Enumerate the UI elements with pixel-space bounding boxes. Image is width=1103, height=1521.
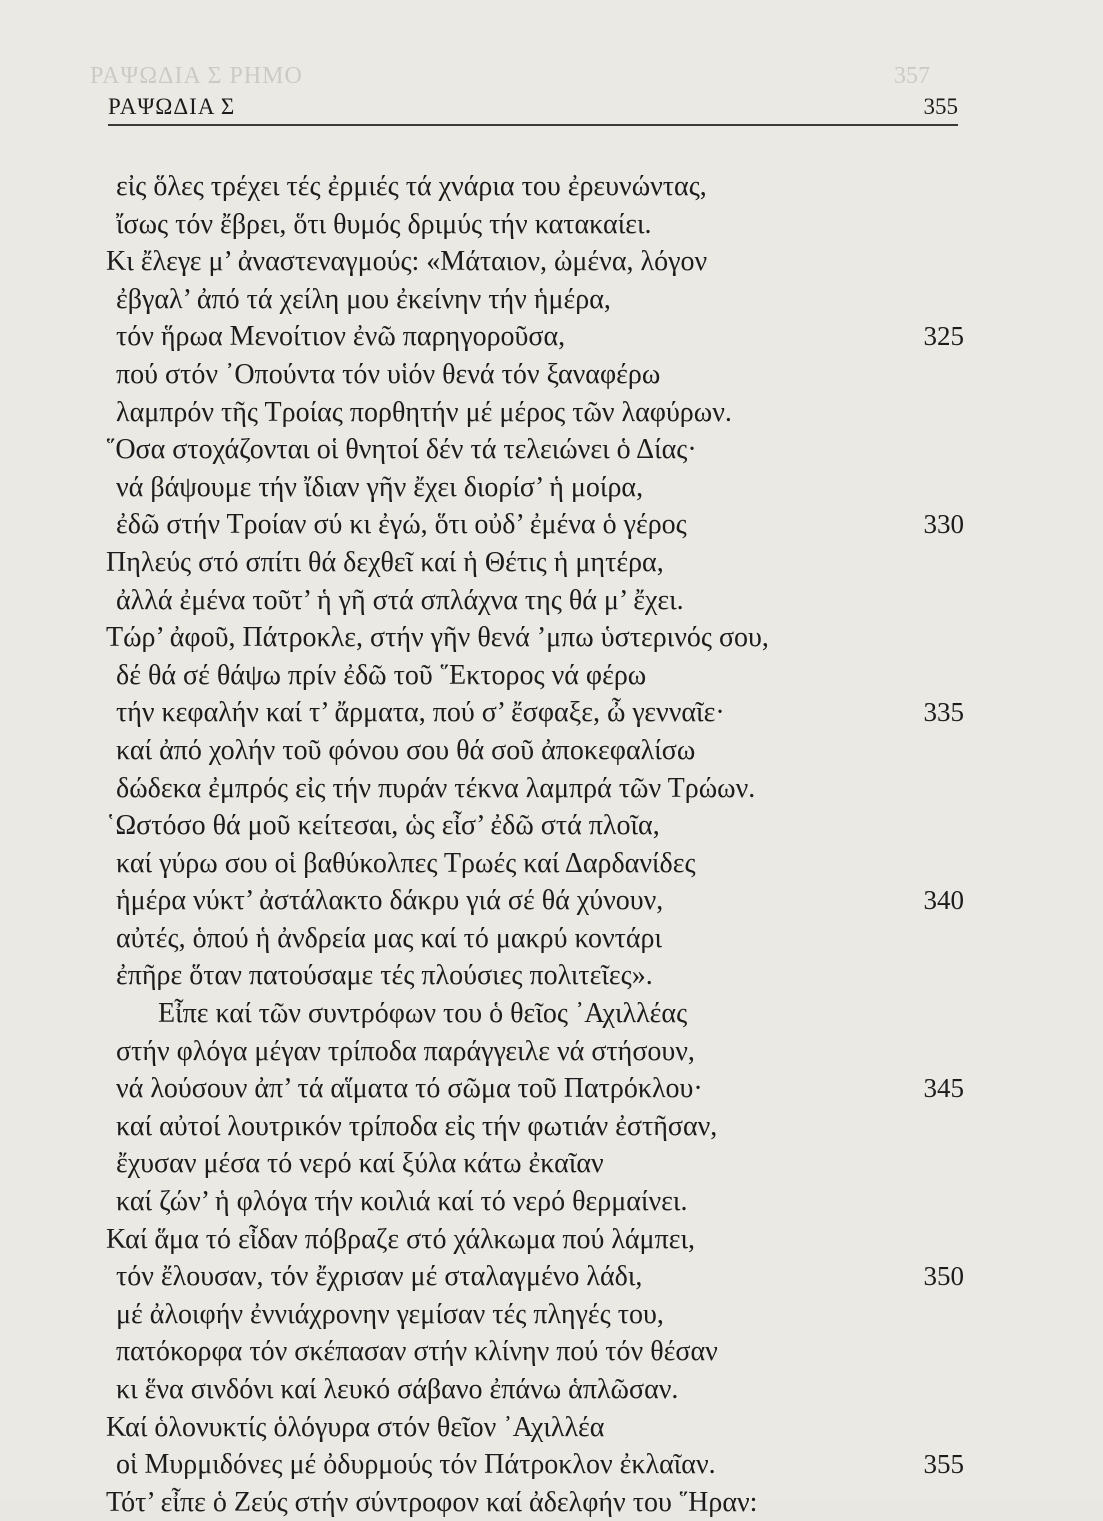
verse-line: καί ἀπό χολήν τοῦ φόνου σου θά σοῦ ἀποκεφαλίσω xyxy=(116,734,696,766)
verse-line: ῾Ωστόσο θά μοῦ κείτεσαι, ὡς εἶσ’ ἐδῶ στά πλοῖα, xyxy=(106,810,660,842)
verse-line: πατόκορφα τόν σκέπασαν στήν κλίνην πού τόν θέσαν xyxy=(116,1336,718,1368)
line-number: 340 xyxy=(923,885,964,916)
show-through-number: 357 xyxy=(894,63,930,89)
line-number: 335 xyxy=(923,697,964,728)
verse-line: Καί ὁλονυκτίς ὁλόγυρα στόν θεῖον ᾿Αχιλλέα xyxy=(106,1411,605,1443)
verse-line: ἀλλά ἐμένα τοῦτ’ ἡ γῆ στά σπλάχνα της θά μ’ ἔχει. xyxy=(116,584,684,616)
verse-line: Κι ἔλεγε μ’ ἀναστεναγμούς: «Μάταιον, ὠμένα, λόγον xyxy=(106,246,708,278)
verse-line: τόν ἔλουσαν, τόν ἔχρισαν μέ σταλαγμένο λάδι, 350 xyxy=(106,1258,966,1296)
verse-line: Τώρ’ ἀφοῦ, Πάτροκλε, στήν γῆν θενά ’μπω ὑστερινός σου, xyxy=(106,622,769,654)
verse-line: πού στόν ᾿Οπούντα τόν υἱόν θενά τόν ξαναφέρω xyxy=(116,358,661,390)
verse-line: μέ ἀλοιφήν ἐννιάχρονην γεμίσαν τές πληγές του, xyxy=(116,1298,664,1330)
verse-line: εἰς ὅλες τρέχει τές ἐρμιές τά χνάρια του ἐρευνώντας, xyxy=(116,171,707,202)
verse-line: στήν φλόγα μέγαν τρίποδα παράγγειλε νά στήσουν, xyxy=(116,1035,695,1067)
verse-line: ἡμέρα νύκτ’ ἀστάλακτο δάκρυ γιά σέ θά χύνουν, 340 xyxy=(106,882,966,920)
show-through-heading: ΡΑΨΩΔΙΑ Σ ΡΗΜΟ xyxy=(90,63,303,89)
verse-line: καί ζών’ ἡ φλόγα τήν κοιλιά καί τό νερό θερμαίνει. xyxy=(116,1186,688,1218)
running-title: ΡΑΨΩΔΙΑ Σ xyxy=(108,94,236,119)
verse-line: νά λούσουν ἀπ’ τά αἵματα τό σῶμα τοῦ Πατρόκλου· 345 xyxy=(106,1070,966,1108)
verse-line: νά βάψουμε τήν ἴδιαν γῆν ἔχει διορίσ’ ἡ μοίρα, xyxy=(116,471,644,503)
verse-line: λαμπρόν τῆς Τροίας πορθητήν μέ μέρος τῶν λαφύρων. xyxy=(116,396,732,428)
verse-line: Καί ἅμα τό εἶδαν πόβραζε στό χάλκωμα πού λάμπει, xyxy=(106,1223,695,1255)
line-number: 330 xyxy=(923,509,964,540)
verse-line: ἐβγαλ’ ἀπό τά χείλη μου ἐκείνην τήν ἡμέρα, xyxy=(116,283,611,315)
line-number: 345 xyxy=(923,1073,964,1104)
page-number: 355 xyxy=(923,94,958,119)
line-number: 350 xyxy=(923,1261,964,1292)
verse-line: δέ θά σέ θάψω πρίν ἐδῶ τοῦ ῞Εκτορος νά φέρω xyxy=(116,659,647,691)
line-number: 325 xyxy=(923,321,964,352)
verse-line: καί γύρω σου οἱ βαθύκολπες Τρωές καί Δαρδανίδες xyxy=(116,847,696,879)
verse-line: Εἶπε καί τῶν συντρόφων του ὁ θεῖος ᾿Αχιλλέας xyxy=(158,998,688,1030)
verse-line: τήν κεφαλήν καί τ’ ἄρματα, πού σ’ ἔσφαξε, ὦ γενναῖε· 335 xyxy=(106,694,966,732)
verse-line: κι ἕνα σινδόνι καί λευκό σάβανο ἐπάνω ἁπλῶσαν. xyxy=(116,1374,679,1405)
verse-line: ἔχυσαν μέσα τό νερό καί ξύλα κάτω ἐκαῖαν xyxy=(116,1148,604,1180)
verse-line: ἐπῆρε ὅταν πατούσαμε τές πλούσιες πολιτεῖες». xyxy=(116,960,653,992)
verse-line: ἐδῶ στήν Τροίαν σύ κι ἐγώ, ὅτι οὐδ’ ἐμένα ὁ γέρος 330 xyxy=(106,506,966,544)
verse-line: Τότ’ εἶπε ὁ Ζεύς στήν σύντροφον καί ἀδελφήν του ῞Ηραν: xyxy=(106,1486,758,1518)
verse-line: οἱ Μυρμιδόνες μέ ὀδυρμούς τόν Πάτροκλον ἐκλαῖαν. 355 xyxy=(106,1446,966,1484)
verse-line: ῞Οσα στοχάζονται οἱ θνητοί δέν τά τελειώνει ὁ Δίας· xyxy=(106,434,697,466)
line-number: 355 xyxy=(923,1449,964,1480)
verse-line: τόν ἥρωα Μενοίτιον ἐνῶ παρηγοροῦσα, 325 xyxy=(106,318,966,356)
running-header xyxy=(108,88,958,126)
verse-line: δώδεκα ἐμπρός εἰς τήν πυράν τέκνα λαμπρά τῶν Τρώων. xyxy=(116,772,756,804)
verse-line: ἴσως τόν ἔβρει, ὅτι θυμός δριμύς τήν κατακαίει. xyxy=(116,208,652,240)
verse-line: αὐτές, ὁπού ἡ ἀνδρεία μας καί τό μακρύ κοντάρι xyxy=(116,922,663,954)
verse-line: καί αὐτοί λουτρικόν τρίποδα εἰς τήν φωτιάν ἐστῆσαν, xyxy=(116,1110,718,1142)
verse-line: Πηλεύς στό σπίτι θά δεχθεῖ καί ἡ Θέτις ἡ μητέρα, xyxy=(106,546,664,578)
poem-text xyxy=(106,168,966,1521)
